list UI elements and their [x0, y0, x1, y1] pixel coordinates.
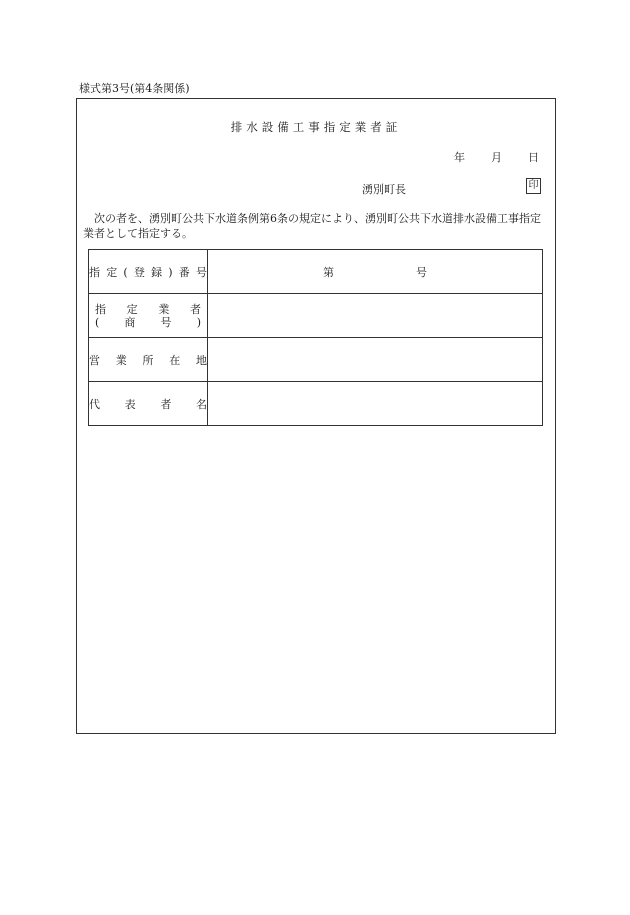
day-label: 日 — [528, 151, 539, 164]
office-address-label: 営業所在地 — [89, 338, 208, 382]
trade-name-label: (商号) — [95, 315, 201, 329]
table-row — [89, 338, 543, 382]
seal-stamp-box: 印 — [526, 178, 541, 194]
designation-statement: 次の者を、湧別町公共下水道条例第6条の規定により、湧別町公共下水道排水設備工事指定業者として指定する。 — [83, 212, 541, 240]
contractor-label: 指定業者 — [95, 302, 201, 316]
representative-name-label: 代表者名 — [89, 382, 208, 426]
representative-name-field — [208, 382, 543, 426]
form-number-label: 様式第3号(第4条関係) — [79, 82, 190, 95]
year-label: 年 — [454, 151, 465, 164]
table-row — [89, 294, 543, 338]
designated-contractor-field — [208, 294, 543, 338]
issuer-name: 湧別町長 — [362, 183, 406, 196]
number-prefix: 第 — [323, 265, 334, 279]
designated-contractor-label — [89, 294, 208, 338]
registration-number-label: 指定(登録)番号 — [89, 250, 208, 294]
number-suffix: 号 — [416, 265, 427, 279]
office-address-field — [208, 338, 543, 382]
issue-date — [454, 149, 539, 165]
table-row — [89, 382, 543, 426]
certificate-title: 排水設備工事指定業者証 — [230, 120, 402, 134]
table-row — [89, 250, 543, 294]
certificate-details-table — [88, 249, 543, 426]
month-label: 月 — [491, 151, 502, 164]
certificate-frame — [76, 98, 556, 734]
registration-number-field — [208, 250, 543, 294]
